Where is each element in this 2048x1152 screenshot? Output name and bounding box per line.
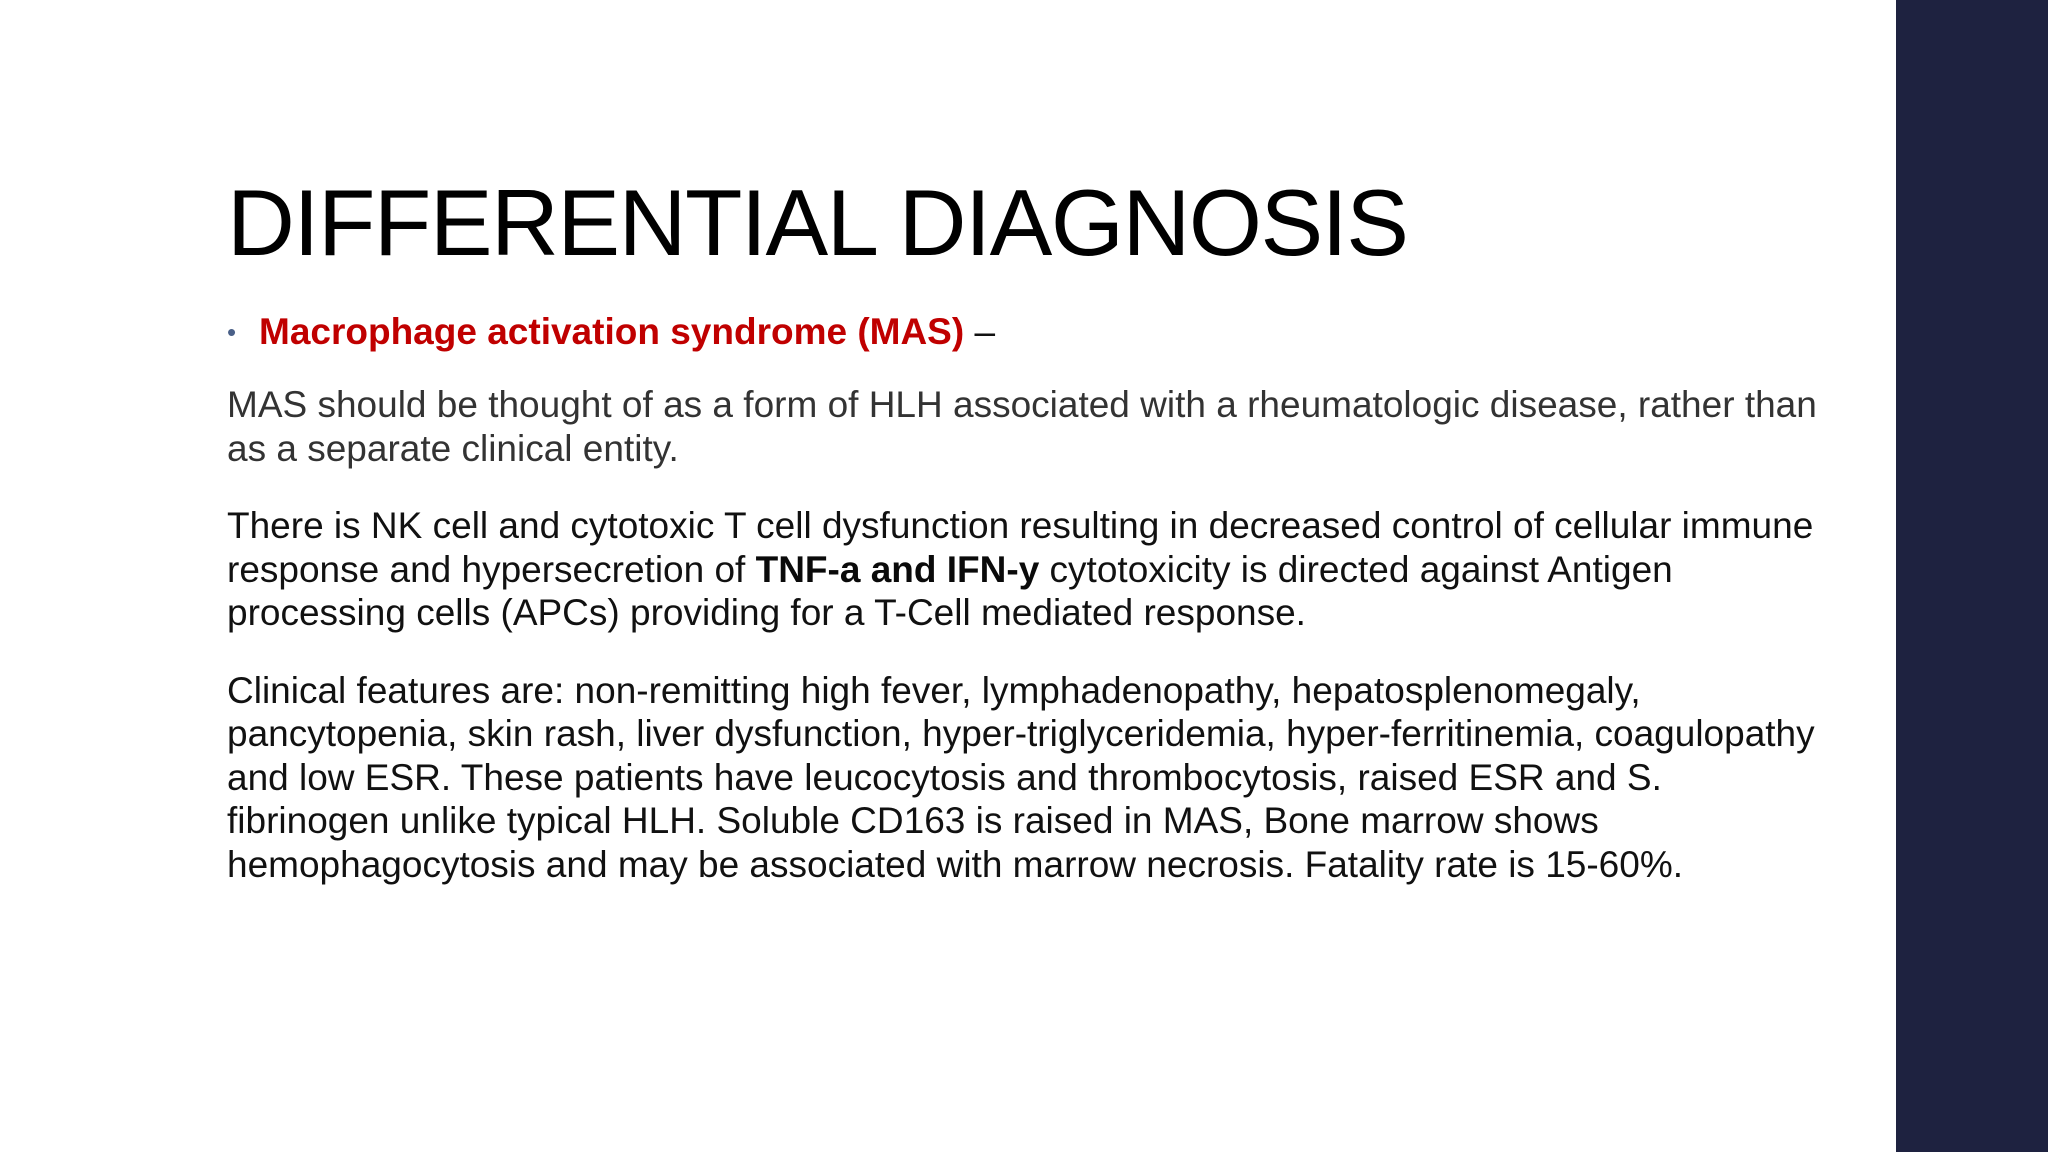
bullet-heading: Macrophage activation syndrome (MAS) xyxy=(259,311,965,352)
slide-body xyxy=(227,309,1827,920)
bullet-dash: – xyxy=(964,311,996,352)
paragraph-clinical-features: Clinical features are: non-remitting high fever, lymphadenopathy, hepatosplenomegaly, pancytopenia, skin rash, liver dysfunction, hyper-triglyceridemia, hyper-ferritinemia, coagulopathy and low ESR. These patients have leucocytosis and thrombocytosis, raised ESR and S. fibrinogen unlike typical HLH. Soluble CD163 is raised in MAS, Bone marrow shows hemophagocytosis and may be associated with marrow necrosis. Fatality rate is 15-60%. xyxy=(227,669,1815,885)
decorative-side-bar xyxy=(1896,0,2048,1152)
pathophysiology-text-end: cytotoxicity is directed against Antigen processing cells (APCs) providing for a T-Cell mediated response. xyxy=(227,548,1673,633)
paragraph-pathophysiology xyxy=(227,504,1827,635)
cytokines-bold: TNF-a and IFN-y xyxy=(755,548,1040,590)
slide-title: DIFFERENTIAL DIAGNOSIS xyxy=(227,170,1408,275)
pathophysiology-text-start: There is NK cell and cytotoxic T cell dysfunction resulting in decreased control of cellular immune response and hypersecretion of xyxy=(227,505,1814,590)
paragraph-mas-definition: MAS should be thought of as a form of HLH associated with a rheumatologic disease, rather than as a separate clinical entity. xyxy=(227,384,1817,469)
bullet-item xyxy=(227,309,1827,355)
bullet-marker: • xyxy=(227,317,237,347)
